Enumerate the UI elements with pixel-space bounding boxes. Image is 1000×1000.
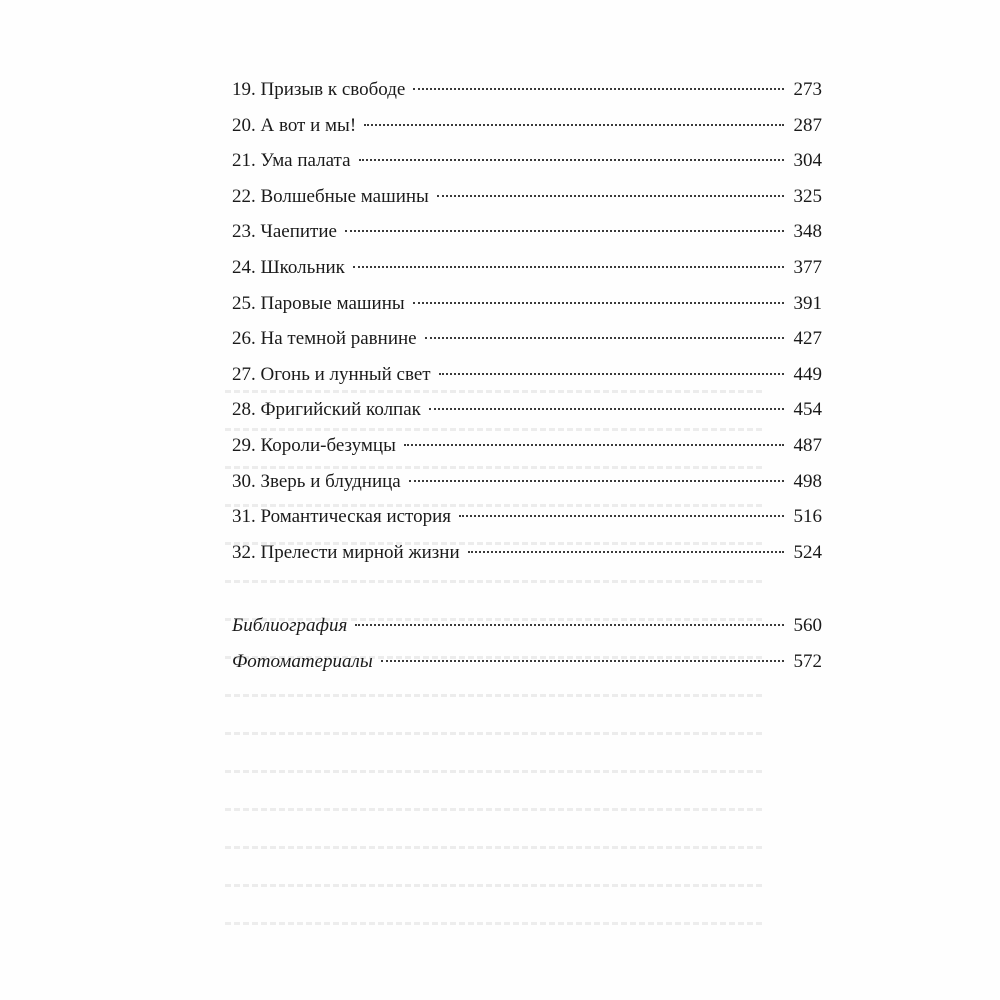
toc-entry-page: 273 [793,79,822,100]
toc-entry-title: 22. Волшебные машины [232,185,429,207]
dot-leader [459,515,784,517]
toc-entry-title: 29. Короли-безумцы [232,434,396,456]
toc-appendix-page: 572 [793,651,822,673]
toc-entry-page: 427 [793,328,822,350]
toc-entry-page: 516 [793,506,822,528]
toc-entry-title: 19. Призыв к свободе [232,79,406,100]
toc-entry[interactable] [232,321,822,357]
toc-appendix-entry[interactable] [232,644,822,680]
toc-entry-title: 24. Школьник [232,256,345,278]
toc-entry[interactable] [232,428,822,464]
toc-entry-title: 30. Зверь и блудница [232,470,401,492]
toc-appendix-entry[interactable] [232,608,822,644]
toc-entry-page: 498 [793,470,822,492]
dot-leader [353,266,784,268]
toc-entry[interactable] [232,143,822,179]
toc-entry-page: 287 [793,114,822,136]
toc-entry-title: 25. Паровые машины [232,292,405,314]
dot-leader [439,373,784,375]
toc-entry-page: 449 [793,363,822,385]
toc-entry-page: 377 [793,256,822,278]
toc-entry-page: 454 [793,399,822,421]
toc-entry-title: 20. А вот и мы! [232,114,357,136]
toc-entry-title: 28. Фригийский колпак [232,399,421,421]
dot-leader [413,88,784,90]
toc-entry-page: 348 [793,221,822,243]
toc-entry[interactable] [232,250,822,286]
toc-entry-page: 487 [793,434,822,456]
toc-entry-page: 325 [793,185,822,207]
toc-entry[interactable] [232,286,822,322]
toc-entry[interactable] [232,108,822,144]
dot-leader [364,124,784,126]
dot-leader [404,444,784,446]
toc-entry-title: 32. Прелести мирной жизни [232,541,460,563]
section-spacer [232,570,822,608]
table-of-contents [232,72,822,680]
toc-entry[interactable] [232,535,822,571]
toc-appendix-page: 560 [793,615,822,637]
toc-entry[interactable] [232,392,822,428]
dot-leader [381,660,784,662]
toc-entry[interactable] [232,179,822,215]
dot-leader [409,480,784,482]
dot-leader [437,195,784,197]
toc-entry-title: 26. На темной равнине [232,328,417,350]
dot-leader [359,159,784,161]
toc-entry-title: 27. Огонь и лунный свет [232,363,431,385]
toc-entry[interactable] [232,464,822,500]
dot-leader [345,230,784,232]
dot-leader [425,337,784,339]
toc-entry-title: 23. Чаепитие [232,221,337,243]
toc-entry-title: 31. Романтическая история [232,506,452,528]
dot-leader [355,624,784,626]
dot-leader [429,408,784,410]
toc-entry-page: 304 [793,150,822,172]
toc-entry[interactable] [232,214,822,250]
toc-appendix-title: Фотоматериалы [232,651,373,673]
toc-entry[interactable] [232,72,822,108]
toc-entry-title: 21. Ума палата [232,150,351,172]
dot-leader [468,551,784,553]
toc-appendix-title: Библиография [232,615,348,637]
toc-entry[interactable] [232,499,822,535]
toc-entry[interactable] [232,357,822,393]
toc-entry-page: 524 [793,541,822,563]
toc-entry-page: 391 [793,292,822,314]
dot-leader [413,302,784,304]
